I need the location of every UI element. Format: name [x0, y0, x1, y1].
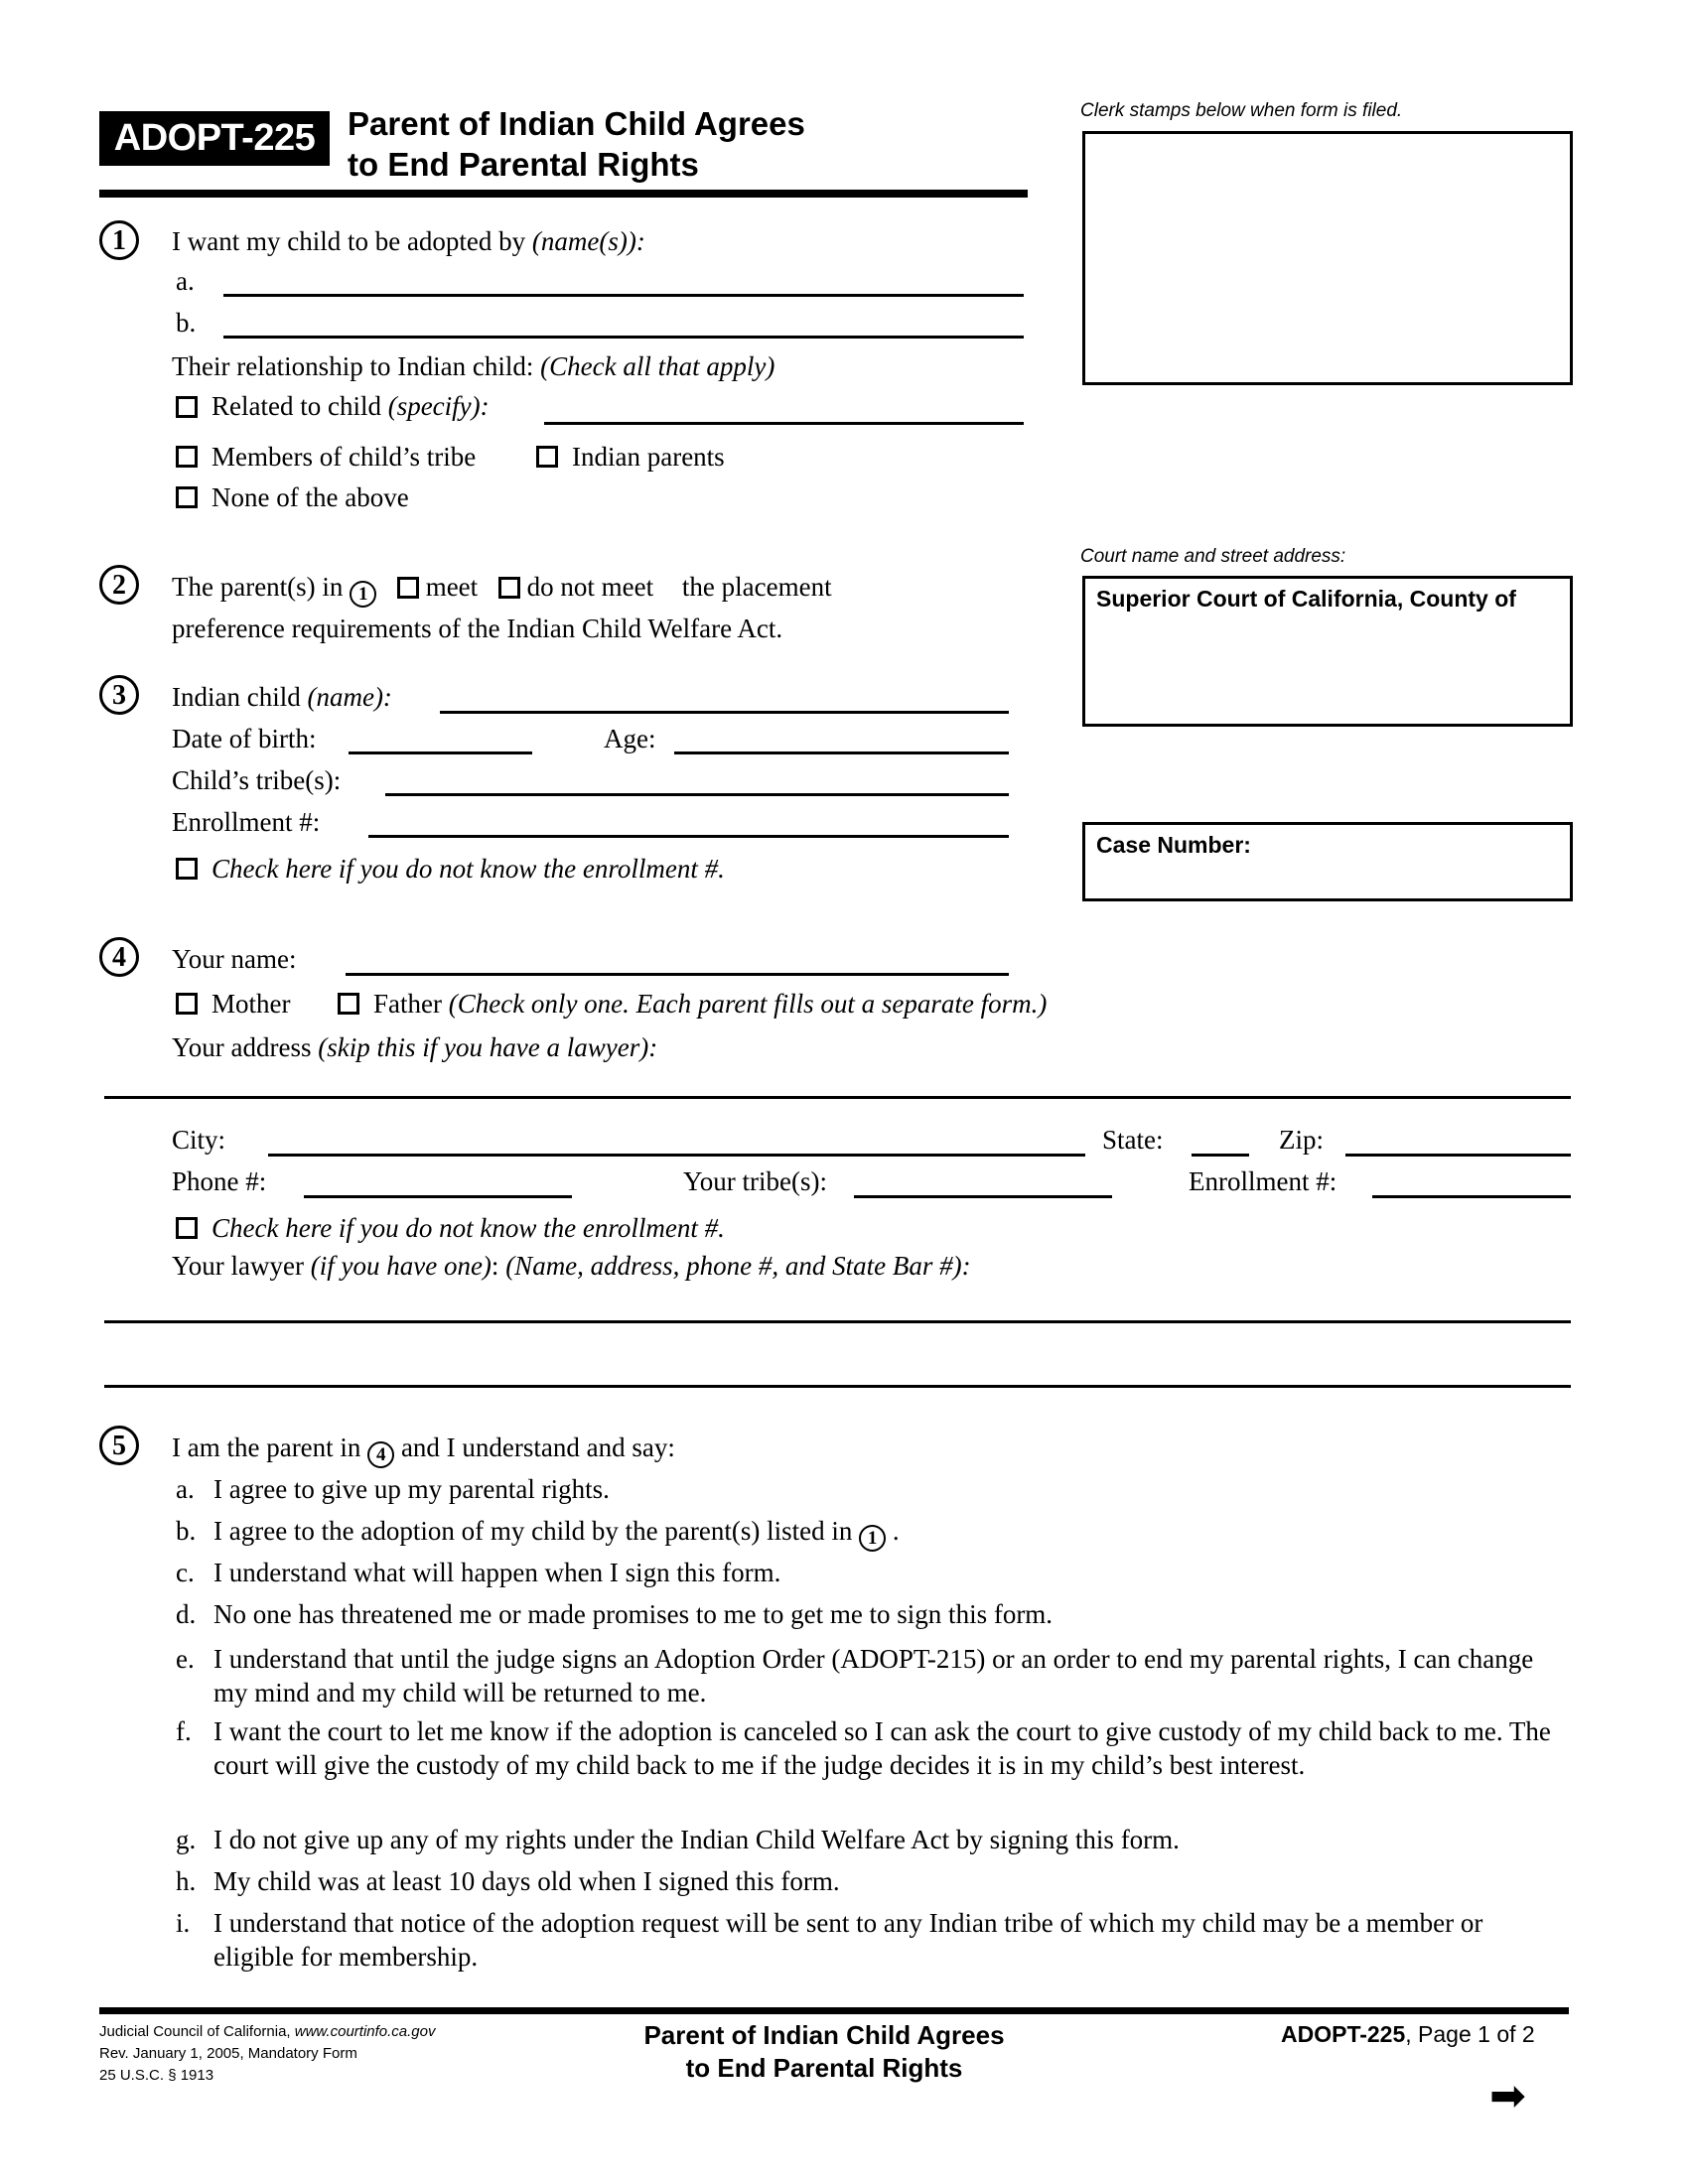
city-input[interactable] — [268, 1154, 1085, 1157]
item-4-number: 4 — [99, 937, 139, 977]
checkbox-related-to-child[interactable] — [176, 396, 198, 420]
checkbox-father-label — [373, 987, 1047, 1021]
your-name-input[interactable] — [346, 973, 1009, 976]
item-5i-label: i. — [176, 1908, 191, 1938]
item-1-lead-text: I want my child to be adopted by — [172, 226, 526, 256]
item-1b-label: b. — [176, 308, 197, 338]
item-2-text-b: the placement — [681, 572, 832, 602]
court-name-heading: Superior Court of California, County of — [1096, 586, 1516, 612]
checkbox-none-of-the-above-label: None of the above — [211, 482, 409, 512]
footer-page-number: , Page 1 of 2 — [1405, 2021, 1535, 2047]
your-enrollment-input[interactable] — [1372, 1195, 1571, 1198]
item-5b-text-after: . — [892, 1516, 900, 1546]
item-4-number-circle — [99, 937, 139, 977]
checkbox-members-of-tribe-label: Members of child’s tribe — [211, 442, 477, 472]
footer-website: www.courtinfo.ca.gov — [294, 2023, 436, 2040]
item-5c-label: c. — [176, 1558, 195, 1587]
item-2-line-2: preference requirements of the Indian Child Welfare Act. — [172, 614, 783, 643]
checkbox-square[interactable] — [176, 993, 198, 1015]
checkbox-indian-parents[interactable] — [536, 446, 558, 470]
item-3-number-circle — [99, 675, 139, 715]
footer-title-line1: Parent of Indian Child Agrees — [643, 2020, 1005, 2050]
item-2-line-1 — [172, 570, 832, 608]
header-divider — [99, 190, 1028, 198]
child-tribes-input[interactable] — [385, 793, 1009, 796]
court-name-label: Court name and street address: — [1080, 546, 1346, 567]
clerk-stamp-label: Clerk stamps below when form is filed. — [1080, 100, 1403, 121]
city-label: City: — [172, 1125, 226, 1155]
item-5e-label: e. — [176, 1644, 195, 1674]
item-3-number: 3 — [99, 675, 139, 715]
court-name-box[interactable] — [1082, 576, 1573, 727]
item-5f-text: I want the court to let me know if the adoption is canceled so I can ask the court to give custody of my child back to me. The court will give the custody of my child back to me if the judge decides it is in my child’s best interest. — [213, 1716, 1551, 1780]
footer-legal-info — [99, 2021, 436, 2087]
your-lawyer-hint2: (Name, address, phone #, and State Bar #): — [505, 1251, 971, 1281]
case-number-heading: Case Number: — [1096, 832, 1251, 858]
item-5h-text: My child was at least 10 days old when I signed this form. — [213, 1866, 840, 1896]
child-dob-label: Date of birth: — [172, 724, 317, 753]
your-lawyer-label — [172, 1249, 971, 1283]
footer-title-line2: to End Parental Rights — [685, 2053, 963, 2083]
zip-label: Zip: — [1279, 1125, 1324, 1155]
your-tribes-label: Your tribe(s): — [683, 1166, 828, 1196]
your-lawyer-hint1: (if you have one) — [310, 1251, 492, 1281]
your-address-hint: (skip this if you have a lawyer): — [318, 1032, 658, 1062]
state-label: State: — [1102, 1125, 1164, 1155]
item-5b-label: b. — [176, 1516, 197, 1546]
item-5b-ref-1: 1 — [859, 1525, 886, 1552]
item-5a-text: I agree to give up my parental rights. — [213, 1474, 610, 1504]
checkbox-meet[interactable] — [397, 577, 419, 599]
item-5-lead — [172, 1431, 675, 1468]
item-1a-input[interactable] — [223, 294, 1024, 297]
item-2-ref-1: 1 — [350, 581, 376, 608]
item-5i-text: I understand that notice of the adoption request will be sent to any Indian tribe of which my child may be a member or eligible for membership. — [213, 1908, 1483, 1972]
checkbox-mother-label: Mother — [211, 989, 291, 1019]
item-5g-text: I do not give up any of my rights under the Indian Child Welfare Act by signing this form. — [213, 1825, 1180, 1854]
item-5-lead-b: and I understand and say: — [400, 1433, 675, 1462]
child-name-hint: (name): — [307, 682, 392, 712]
item-5b-text — [213, 1514, 900, 1552]
item-5a-label: a. — [176, 1474, 195, 1504]
item-1-number: 1 — [99, 220, 139, 260]
item-1b-input[interactable] — [223, 336, 1024, 339]
checkbox-do-not-meet-label: do not meet — [526, 572, 654, 602]
footer-council-line — [99, 2021, 436, 2043]
footer-council-text: Judicial Council of California, — [99, 2023, 295, 2040]
child-name-text: Indian child — [172, 682, 301, 712]
checkbox-none-of-the-above[interactable] — [176, 486, 198, 510]
footer-form-code: ADOPT-225 — [1281, 2021, 1406, 2047]
your-lawyer-text: Your lawyer — [172, 1251, 304, 1281]
next-page-arrow-icon: ➡ — [1489, 2071, 1526, 2121]
checkbox-your-enrollment-unknown-label: Check here if you do not know the enrollment #. — [211, 1213, 725, 1243]
item-5c-text: I understand what will happen when I sign this form. — [213, 1558, 781, 1587]
your-address-input[interactable] — [104, 1096, 1571, 1099]
related-specify-input[interactable] — [544, 422, 1024, 425]
checkbox-child-enrollment-unknown[interactable] — [176, 858, 198, 882]
father-label-text: Father — [373, 989, 442, 1019]
phone-input[interactable] — [304, 1195, 572, 1198]
item-2-number-circle — [99, 565, 139, 605]
checkbox-indian-parents-label: Indian parents — [572, 442, 725, 472]
child-enrollment-label: Enrollment #: — [172, 807, 321, 837]
checkbox-father[interactable] — [338, 993, 359, 1017]
child-name-input[interactable] — [440, 711, 1009, 714]
related-label-hint: (specify): — [387, 391, 490, 421]
footer-revision: Rev. January 1, 2005, Mandatory Form — [99, 2045, 357, 2062]
your-lawyer-input-line-2[interactable] — [104, 1385, 1571, 1388]
checkbox-square[interactable] — [338, 993, 359, 1015]
item-2-text-a: The parent(s) in — [172, 572, 344, 602]
item-5-ref-4: 4 — [367, 1441, 394, 1468]
your-address-text: Your address — [172, 1032, 312, 1062]
checkbox-related-to-child-label — [211, 389, 490, 423]
item-5-number: 5 — [99, 1426, 139, 1465]
checkbox-square[interactable] — [536, 446, 558, 468]
item-5b-text-before: I agree to the adoption of my child by the parent(s) listed in — [213, 1516, 853, 1546]
item-5e-text: I understand that until the judge signs an Adoption Order (ADOPT-215) or an order to end my parental rights, I can change my mind and my child will be returned to me. — [213, 1644, 1534, 1707]
item-3-child-name-label — [172, 680, 392, 714]
item-1-lead-hint: (name(s)): — [531, 226, 645, 256]
checkbox-your-enrollment-unknown[interactable] — [176, 1217, 198, 1241]
your-enrollment-label: Enrollment #: — [1189, 1166, 1337, 1196]
item-5d-text: No one has threatened me or made promises to me to get me to sign this form. — [213, 1599, 1054, 1629]
item-5f-label: f. — [176, 1716, 192, 1746]
form-code-badge: ADOPT-225 — [99, 111, 330, 166]
phone-label: Phone #: — [172, 1166, 267, 1196]
relationship-label: Their relationship to Indian child: — [172, 351, 534, 381]
footer-statute: 25 U.S.C. § 1913 — [99, 2067, 214, 2084]
footer-page-info — [1281, 2021, 1535, 2048]
your-lawyer-input-line-1[interactable] — [104, 1320, 1571, 1323]
child-dob-input[interactable] — [349, 751, 532, 754]
zip-input[interactable] — [1345, 1154, 1571, 1157]
page-title-line2: to End Parental Rights — [348, 146, 699, 183]
item-5-number-circle — [99, 1426, 139, 1465]
item-2-number: 2 — [99, 565, 139, 605]
item-5h-label: h. — [176, 1866, 197, 1896]
footer-form-title — [516, 2019, 1132, 2085]
your-address-label — [172, 1030, 657, 1064]
item-5-lead-a: I am the parent in — [172, 1433, 361, 1462]
checkbox-do-not-meet[interactable] — [498, 577, 520, 599]
checkbox-square[interactable] — [176, 486, 198, 508]
state-input[interactable] — [1192, 1154, 1249, 1157]
case-number-box[interactable] — [1082, 822, 1573, 901]
checkbox-square[interactable] — [176, 1217, 198, 1239]
child-enrollment-input[interactable] — [368, 835, 1009, 838]
checkbox-square[interactable] — [176, 858, 198, 880]
child-age-input[interactable] — [674, 751, 1009, 754]
child-age-label: Age: — [604, 724, 656, 753]
checkbox-members-of-tribe[interactable] — [176, 446, 198, 470]
related-label-text: Related to child — [211, 391, 381, 421]
page-title-line1: Parent of Indian Child Agrees — [348, 105, 805, 142]
footer-divider — [99, 2007, 1569, 2014]
parent-one-only-note: (Check only one. Each parent fills out a separate form.) — [448, 989, 1048, 1019]
checkbox-square[interactable] — [176, 446, 198, 468]
your-lawyer-colon: : — [491, 1251, 499, 1281]
item-5g-label: g. — [176, 1825, 197, 1854]
checkbox-mother[interactable] — [176, 993, 198, 1017]
page-title — [348, 103, 1003, 185]
item-1-number-circle — [99, 220, 139, 260]
item-1-relationship-text — [172, 349, 774, 383]
item-1a-label: a. — [176, 266, 195, 296]
clerk-stamp-box[interactable] — [1082, 131, 1573, 385]
item-1-lead — [172, 224, 645, 258]
checkbox-square[interactable] — [176, 396, 198, 418]
checkbox-child-enrollment-unknown-label: Check here if you do not know the enrollment #. — [211, 854, 725, 884]
relationship-hint: (Check all that apply) — [540, 351, 775, 381]
your-name-label: Your name: — [172, 944, 297, 974]
your-tribes-input[interactable] — [854, 1195, 1112, 1198]
child-tribes-label: Child’s tribe(s): — [172, 765, 342, 795]
item-5d-label: d. — [176, 1599, 197, 1629]
checkbox-meet-label: meet — [425, 572, 479, 602]
